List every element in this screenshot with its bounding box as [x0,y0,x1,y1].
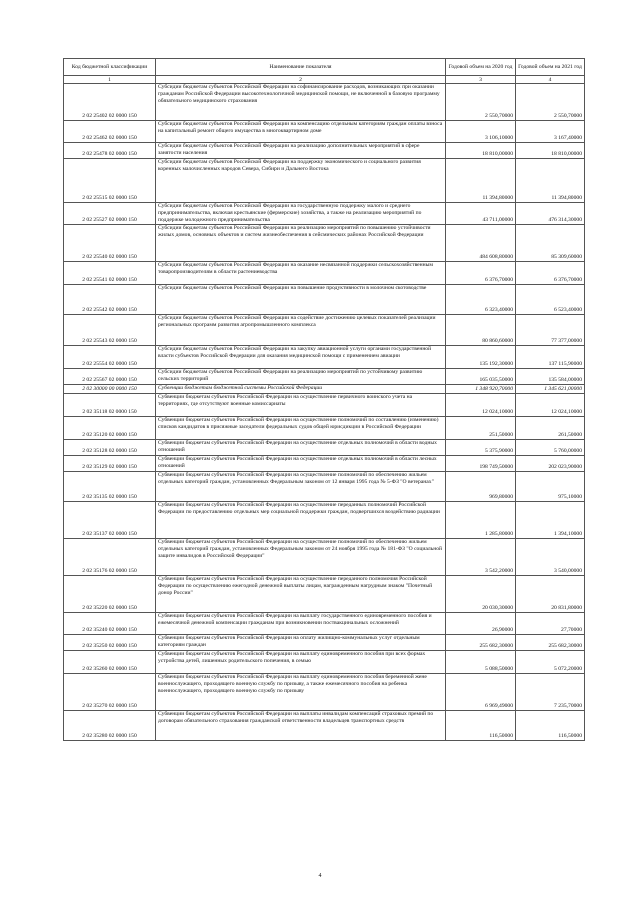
column-index-row [64,76,585,84]
table-row [64,440,585,456]
row-value-2021: 2 550,70000 [516,84,585,121]
row-name: Субсидии бюджетам субъектов Российской Федерации на поддержку экономического и социального развития коренных малочисленных народов Севера, Сибири и Дальнего Востока [156,159,446,203]
table-row [64,121,585,143]
page-number: 4 [318,873,322,879]
row-name: Субвенции бюджетам субъектов Российской Федерации на оплату жилищно-коммунальных услуг отдельным категориям граждан [156,635,446,651]
row-value-2020: 251,50000 [446,417,516,440]
row-name: Субвенции бюджетам субъектов Российской Федерации на осуществление полномочий по обеспечению жильем отдельных категорий граждан, установленных Федеральным законом от 12 января 1995 года № 5-ФЗ "О ветеранах" [156,472,446,502]
row-name: Субвенции бюджетам субъектов Российской Федерации на выплаты инвалидам компенсаций страховых премий по договорам обязательного страхования гражданской ответственности владельцев транспортных средств [156,711,446,741]
row-code: 2 02 35129 02 0000 150 [64,456,156,472]
row-name: Субсидии бюджетам субъектов Российской Федерации на повышение продуктивности в молочном скотоводстве [156,285,446,315]
row-name: Субвенции бюджетам бюджетной системы Российской Федерации [156,385,446,394]
table-row [64,711,585,741]
row-code: 2 02 25462 02 0000 150 [64,121,156,143]
table-row [64,576,585,613]
table-row [64,346,585,369]
row-value-2020: 6 376,70000 [446,262,516,285]
row-value-2020: 43 711,00000 [446,203,516,225]
row-value-2021: 261,50000 [516,417,585,440]
table-row [64,502,585,539]
row-value-2020: 116,50000 [446,711,516,741]
table-row [64,674,585,711]
row-value-2020: 135 192,30000 [446,346,516,369]
row-code: 2 02 25567 02 0000 150 [64,369,156,385]
header-name: Наименование показателя [156,59,446,76]
column-index: 3 [446,76,516,84]
row-value-2020: 1 348 920,70000 [446,385,516,394]
row-name: Субвенции бюджетам субъектов Российской Федерации на осуществление отдельных полномочий в области лесных отношений [156,456,446,472]
row-value-2021: 27,70000 [516,613,585,635]
table-row [64,635,585,651]
row-value-2021: 3 167,40000 [516,121,585,143]
row-name: Субвенции бюджетам субъектов Российской Федерации на осуществление первичного воинского учета на территориях, где отсутствуют военные комиссариаты [156,394,446,417]
row-name: Субвенции бюджетам субъектов Российской Федерации на осуществление полномочий по составлению (изменению) списков кандидатов в присяжные заседатели федеральных судов общей юрисдикции в Российской Федерации [156,417,446,440]
table-row [64,613,585,635]
row-value-2020: 6 969,49000 [446,674,516,711]
column-index: 2 [156,76,446,84]
row-code: 2 02 35135 02 0000 150 [64,472,156,502]
table-row [64,84,585,121]
row-value-2020: 11 394,80000 [446,159,516,203]
row-value-2020: 969,80000 [446,472,516,502]
table-row [64,285,585,315]
row-value-2020: 5 088,50000 [446,651,516,674]
row-value-2020: 1 285,80000 [446,502,516,539]
row-value-2021: 7 235,70000 [516,674,585,711]
row-name: Субсидии бюджетам субъектов Российской Федерации на реализацию мероприятий по повышению устойчивости жилых домов, основных объектов и систем жизнеобеспечения в сейсмических районах Российской Федерации [156,225,446,262]
row-code: 2 02 25543 02 0000 150 [64,315,156,346]
row-name: Субвенции бюджетам субъектов Российской Федерации на осуществление полномочий по обеспечению жильем отдельных категорий граждан, установленных Федеральным законом от 24 ноября 1995 года № 181-ФЗ "О социальной защите инвалидов в Российской Федерации" [156,539,446,576]
row-code: 2 02 25515 02 0000 150 [64,159,156,203]
row-value-2020: 3 106,10000 [446,121,516,143]
row-value-2021: 3 540,00000 [516,539,585,576]
row-name: Субсидии бюджетам субъектов Российской Федерации на содействие достижению целевых показателей реализации региональных программ развития агропромышленного комплекса [156,315,446,346]
row-code: 2 02 25478 02 0000 150 [64,143,156,159]
row-code: 2 02 35270 02 0000 150 [64,674,156,711]
column-index: 1 [64,76,156,84]
row-value-2021: 77 377,00000 [516,315,585,346]
table-row [64,143,585,159]
row-value-2021: 85 309,60000 [516,225,585,262]
row-value-2021: 6 523,40000 [516,285,585,315]
header-2021: Годовой объем на 2021 год [516,59,585,76]
row-name: Субвенции бюджетам субъектов Российской Федерации на осуществление отдельных полномочий в области водных отношений [156,440,446,456]
row-code: 2 02 35118 02 0000 150 [64,394,156,417]
row-value-2021: 202 023,90000 [516,456,585,472]
row-name: Субвенции бюджетам субъектов Российской Федерации на выплату государственного единовременного пособия и ежемесячной денежной компенсации гражданам при возникновении поствакцинальных осложнений [156,613,446,635]
row-name: Субсидии бюджетам субъектов Российской Федерации на оказание несвязанной поддержки сельскохозяйственным товаропроизводителям в области растениеводства [156,262,446,285]
budget-table [63,58,585,741]
row-value-2021: 11 394,80000 [516,159,585,203]
table-row [64,394,585,417]
table-row [64,315,585,346]
row-code: 2 02 25527 02 0000 150 [64,203,156,225]
header-code: Код бюджетной классификации [64,59,156,76]
row-code: 2 02 35128 02 0000 150 [64,440,156,456]
row-value-2021: 1 394,10000 [516,502,585,539]
row-code: 2 02 25541 02 0000 150 [64,262,156,285]
row-name: Субвенции бюджетам субъектов Российской Федерации на выплату единовременного пособия при всех формах устройства детей, лишенных родительского попечения, в семью [156,651,446,674]
row-value-2021: 6 376,70000 [516,262,585,285]
table-row [64,385,585,394]
row-code: 2 02 25540 02 0000 150 [64,225,156,262]
table-row [64,369,585,385]
row-code: 2 02 30000 00 0000 150 [64,385,156,394]
row-code: 2 02 35176 02 0000 150 [64,539,156,576]
row-value-2020: 26,90000 [446,613,516,635]
row-code: 2 02 35280 02 0000 150 [64,711,156,741]
row-code: 2 02 35250 02 0000 150 [64,635,156,651]
table-row [64,456,585,472]
row-value-2020: 12 024,10000 [446,394,516,417]
table-row [64,539,585,576]
row-name: Субсидии бюджетам субъектов Российской Федерации на реализацию мероприятий по устойчивому развитию сельских территорий [156,369,446,385]
row-name: Субсидии бюджетам субъектов Российской Федерации на закупку авиационной услуги органами государственной власти субъектов Российской Федерации для оказания медицинской помощи с применением авиации [156,346,446,369]
row-value-2020: 80 860,60000 [446,315,516,346]
column-index: 4 [516,76,585,84]
row-code: 2 02 35260 02 0000 150 [64,651,156,674]
row-value-2020: 198 749,50000 [446,456,516,472]
row-code: 2 02 35240 02 0000 150 [64,613,156,635]
row-name: Субсидии бюджетам субъектов Российской Федерации на софинансирование расходов, возникающих при оказании гражданам Российской Федерации высокотехнологичной медицинской помощи, не включенной в базовую программу обязательного медицинского страхования [156,84,446,121]
table-row [64,472,585,502]
row-code: 2 02 35137 02 0000 150 [64,502,156,539]
row-value-2021: 12 024,10000 [516,394,585,417]
row-value-2020: 165 035,50000 [446,369,516,385]
row-value-2020: 6 323,40000 [446,285,516,315]
row-value-2021: 5 760,00000 [516,440,585,456]
row-name: Субсидии бюджетам субъектов Российской Федерации на реализацию дополнительных мероприятий в сфере занятости населения [156,143,446,159]
row-value-2020: 18 810,00000 [446,143,516,159]
row-value-2021: 135 584,00000 [516,369,585,385]
row-value-2021: 476 314,30000 [516,203,585,225]
row-value-2021: 975,10000 [516,472,585,502]
row-name: Субвенции бюджетам субъектов Российской Федерации на осуществление переданного полномочия Российской Федерации по осуществлению ежегодной денежной выплаты лицам, награжденным нагрудным знаком "Почетный донор России" [156,576,446,613]
row-name: Субсидии бюджетам субъектов Российской Федерации на компенсацию отдельным категориям граждан оплаты взноса на капитальный ремонт общего имущества в многоквартирном доме [156,121,446,143]
table-row [64,417,585,440]
row-value-2020: 2 550,70000 [446,84,516,121]
row-value-2021: 255 682,30000 [516,635,585,651]
row-code: 2 02 35220 02 0000 150 [64,576,156,613]
row-code: 2 02 25554 02 0000 150 [64,346,156,369]
row-code: 2 02 35120 02 0000 150 [64,417,156,440]
row-value-2021: 1 345 621,00000 [516,385,585,394]
row-value-2020: 484 608,80000 [446,225,516,262]
row-value-2020: 5 375,90000 [446,440,516,456]
row-code: 2 02 25542 02 0000 150 [64,285,156,315]
table-row [64,203,585,225]
row-value-2020: 255 682,30000 [446,635,516,651]
table-row [64,225,585,262]
row-value-2021: 5 072,20000 [516,651,585,674]
row-value-2020: 20 030,30000 [446,576,516,613]
row-name: Субсидии бюджетам субъектов Российской Федерации на государственную поддержку малого и среднего предпринимательства, включая крестьянские (фермерские) хозяйства, а также на реализацию мероприятий по поддержке молодежного предпринимательства [156,203,446,225]
row-code: 2 02 25402 02 0000 150 [64,84,156,121]
row-value-2021: 116,50000 [516,711,585,741]
table-row [64,262,585,285]
row-value-2021: 137 115,90000 [516,346,585,369]
row-value-2020: 3 542,20000 [446,539,516,576]
row-value-2021: 18 810,00000 [516,143,585,159]
header-2020: Годовой объем на 2020 год [446,59,516,76]
budget-table-page [63,58,584,741]
table-header-row [64,59,585,76]
table-row [64,159,585,203]
row-name: Субвенции бюджетам субъектов Российской Федерации на осуществление переданных полномочий Российской Федерации по предоставлению отдельных мер социальной поддержки граждан, подвергшихся воздействию радиации [156,502,446,539]
row-value-2021: 20 831,80000 [516,576,585,613]
row-name: Субвенции бюджетам субъектов Российской Федерации на выплату единовременного пособия беременной жене военнослужащего, проходящего военную службу по призыву, а также ежемесячного пособия на ребенка военнослужащего, проходящего военную службу по призыву [156,674,446,711]
table-row [64,651,585,674]
